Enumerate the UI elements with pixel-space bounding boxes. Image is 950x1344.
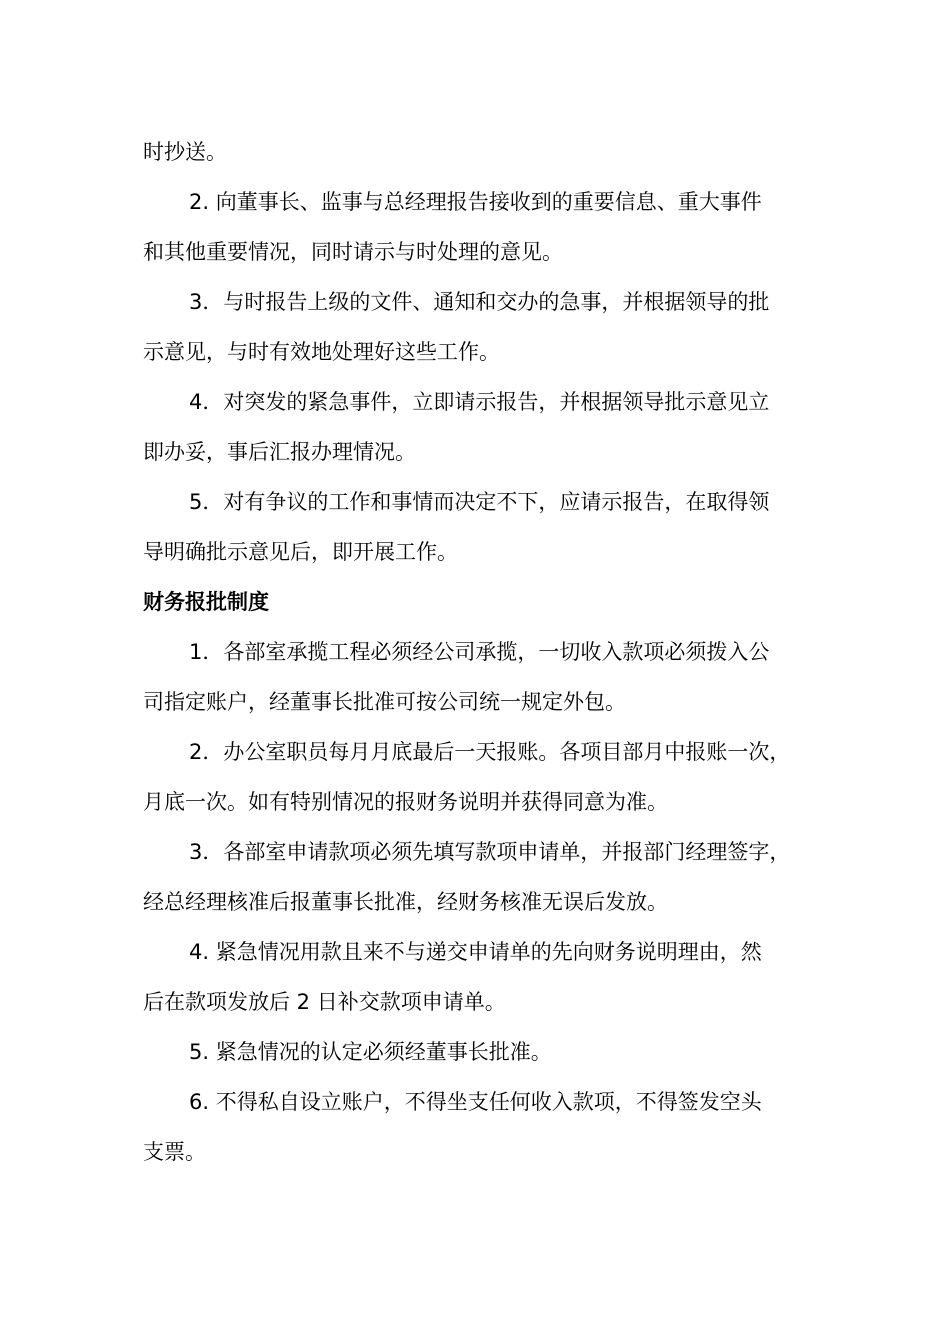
paragraph-line: 3．与时报告上级的文件、通知和交办的急事，并根据领导的批 (189, 290, 770, 314)
paragraph-line: 3．各部室申请款项必须先填写款项申请单，并报部门经理签字， (189, 840, 791, 864)
paragraph-line: 即办妥，事后汇报办理情况。 (143, 440, 416, 464)
document-body (143, 127, 823, 1177)
paragraph-line: 支票。 (143, 1140, 206, 1164)
paragraph-line: 示意见，与时有效地处理好这些工作。 (143, 340, 500, 364)
paragraph-line: 4．对突发的紧急事件，立即请示报告，并根据领导批示意见立 (189, 390, 770, 414)
paragraph-line: 6. 不得私自设立账户，不得坐支任何收入款项，不得签发空头 (189, 1090, 762, 1114)
paragraph-line: 2. 向董事长、监事与总经理报告接收到的重要信息、重大事件 (189, 190, 762, 214)
paragraph-line: 司指定账户，经董事长批准可按公司统一规定外包。 (143, 690, 626, 714)
paragraph-line: 导明确批示意见后，即开展工作。 (143, 540, 458, 564)
paragraph-line: 5. 紧急情况的认定必须经董事长批准。 (189, 1040, 552, 1064)
paragraph-line: 1．各部室承揽工程必须经公司承揽，一切收入款项必须拨入公 (189, 640, 770, 664)
paragraph-line: 4. 紧急情况用款且来不与递交申请单的先向财务说明理由，然 (189, 940, 762, 964)
paragraph-line: 5．对有争议的工作和事情而决定不下，应请示报告，在取得领 (189, 490, 770, 514)
paragraph-line: 时抄送。 (143, 140, 227, 164)
paragraph-line: 和其他重要情况，同时请示与时处理的意见。 (143, 240, 563, 264)
section-heading: 财务报批制度 (143, 590, 269, 614)
paragraph-line: 经总经理核准后报董事长批准，经财务核准无误后发放。 (143, 890, 668, 914)
paragraph-line: 2．办公室职员每月月底最后一天报账。各项目部月中报账一次， (189, 740, 791, 764)
paragraph-line: 月底一次。如有特别情况的报财务说明并获得同意为准。 (143, 790, 668, 814)
paragraph-line: 后在款项发放后 2 日补交款项申请单。 (143, 990, 506, 1014)
